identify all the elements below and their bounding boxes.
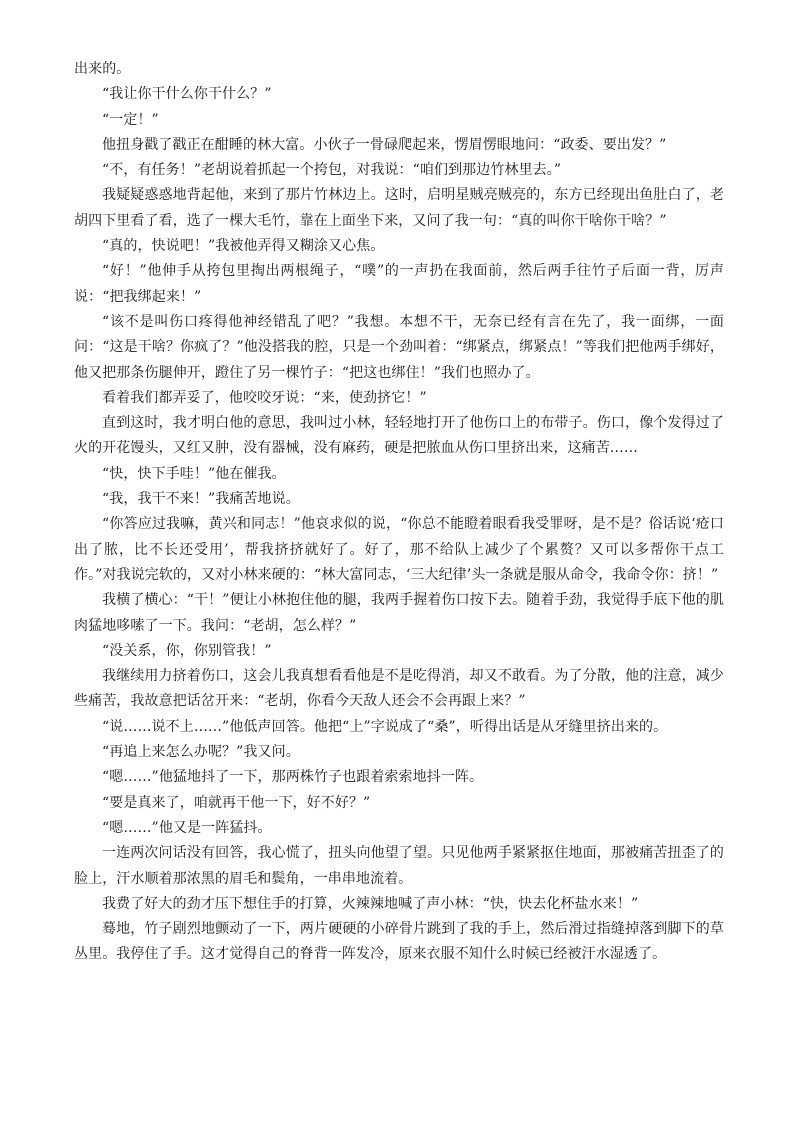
paragraph: “真的，快说吧！”我被他弄得又糊涂又心焦。 [102,238,385,255]
story-text [74,57,724,968]
paragraph: 看着我们都弄妥了，他咬咬牙说：“来，使劲挤它！” [102,389,427,406]
paragraph: “不，有任务！”老胡说着抓起一个挎包，对我说：“咱们到那边竹林里去。” [102,162,562,179]
paragraph: 蓦地，竹子剧烈地颤动了一下，两片硬硬的小碎骨片跳到了我的手上，然后滑过指缝掉落到脚下的草丛里。我停住了手。这才觉得自己的脊背一阵发冷，原来衣服不知什么时候已经被汗水湿透了。 [74,921,724,963]
paragraph: “我，我干不来！”我痛苦地说。 [102,491,300,508]
paragraph: 一连两次问话没有回答，我心慌了，扭头向他望了望。只见他两手紧紧抠住地面，那被痛苦扭歪了的脸上，汗水顺着那浓黑的眉毛和鬓角，一串串地流着。 [74,845,724,887]
paragraph: “你答应过我嘛，黄兴和同志！”他哀求似的说，“你总不能瞪着眼看我受罪呀，是不是？俗话说‘疮口出了脓，比不长还受用’，帮我挤挤就好了。好了，那不给队上减少了个累赘？又可以多帮你干点工作。”对我说完软的，又对小林来硬的：“林大富同志，‘三大纪律’头一条就是服从命令，我命令你：挤！” [74,516,724,583]
paragraph: “嗯……”他猛地抖了一下，那两株竹子也跟着索索地抖一阵。 [102,769,484,786]
paragraph: “该不是叫伤口疼得他神经错乱了吧？”我想。本想不干，无奈已经有言在先了，我一面绑，一面问：“这是干啥？你疯了？”他没搭我的腔，只是一个劲叫着：“绑紧点，绑紧点！”等我们把他两手绑好，他又把那条伤腿伸开，蹬住了另一棵竹子：“把这也绑住！”我们也照办了。 [74,313,724,381]
paragraph: “再追上来怎么办呢？”我又问。 [102,744,300,761]
paragraph: “我让你干什么你干什么？” [102,86,272,103]
paragraph: “好！”他伸手从挎包里掏出两根绳子，“噗”的一声扔在我面前，然后两手往竹子后面一背，厉声说：“把我绑起来！” [74,263,724,305]
paragraph: “快，快下手哇！”他在催我。 [102,465,286,482]
paragraph: 他扭身戳了戳正在酣睡的林大富。小伙子一骨碌爬起来，愣眉愣眼地问：“政委、要出发？” [102,136,667,153]
paragraph: 我费了好大的劲才压下想住手的打算，火辣辣地喊了声小林：“快，快去化杯盐水来！” [102,895,639,912]
paragraph: 出来的。 [74,61,131,77]
paragraph: “嗯……”他又是一阵猛抖。 [102,819,272,836]
paragraph: 直到这时，我才明白他的意思，我叫过小林，轻轻地打开了他伤口上的布带子。伤口，像个发得过了火的开花馒头，又红又肿，没有器械，没有麻药，硬是把脓血从伤口里挤出来，这痛苦…… [74,415,724,457]
paragraph: “要是真来了，咱就再干他一下，好不好？” [102,794,371,811]
paragraph: “一定！” [102,111,159,128]
paragraph: 我横了横心：“干！”便让小林抱住他的腿，我两手握着伤口按下去。随着手劲，我觉得手底下他的肌肉猛地哆嗦了一下。我问：“老胡，怎么样？” [74,592,724,634]
paragraph: “没关系，你，你别管我！” [102,642,272,659]
paragraph: “说……说不上……”他低声回答。他把“上”字说成了“桑”，听得出话是从牙缝里挤出来的。 [102,718,668,735]
paragraph: 我疑疑惑惑地背起他，来到了那片竹林边上。这时，启明星贼亮贼亮的，东方已经现出鱼肚白了，老胡四下里看了看，选了一棵大毛竹，靠在上面坐下来，又问了我一句：“真的叫你干啥你干啥？” [74,187,724,229]
paragraph: 我继续用力挤着伤口，这会儿我真想看看他是不是吃得消，却又不敢看。为了分散，他的注意，减少些痛苦，我故意把话岔开来：“老胡，你看今天敌人还会不会再跟上来？” [74,668,724,710]
